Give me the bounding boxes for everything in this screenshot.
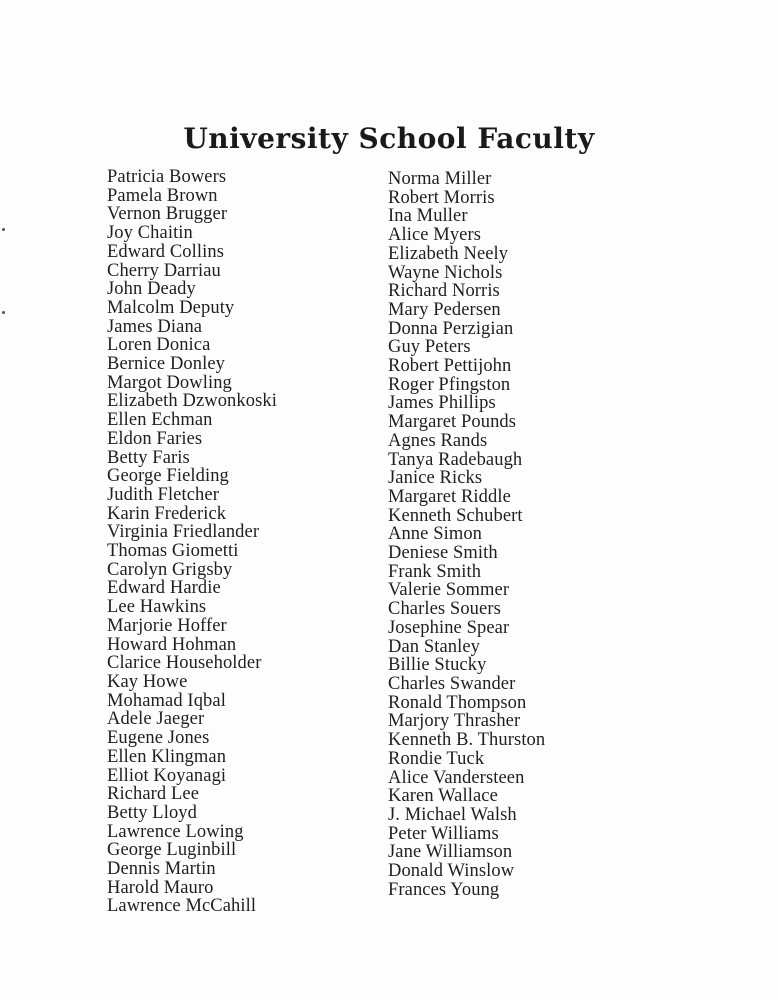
faculty-name: Thomas Giometti (107, 541, 239, 562)
faculty-name: J. Michael Walsh (388, 804, 517, 825)
faculty-name: Frank Smith (388, 561, 482, 582)
faculty-name: Agnes Rands (388, 430, 488, 451)
faculty-name: Alice Vandersteen (388, 767, 525, 788)
faculty-name: Josephine Spear (388, 617, 510, 638)
faculty-name: Guy Peters (388, 337, 471, 358)
faculty-name: Betty Faris (107, 447, 190, 468)
faculty-name: Lee Hawkins (107, 597, 207, 618)
page-title: University School Faculty (183, 122, 595, 155)
faculty-name: Adele Jaeger (107, 709, 205, 730)
faculty-name: Eldon Faries (107, 428, 203, 449)
faculty-name: Margot Dowling (107, 372, 232, 393)
faculty-name: James Diana (107, 316, 203, 337)
faculty-name: Alice Myers (388, 225, 482, 246)
faculty-name: Patricia Bowers (107, 167, 227, 187)
faculty-name: Vernon Brugger (107, 204, 228, 225)
faculty-name: Marjory Thrasher (388, 711, 521, 732)
faculty-name: Margaret Pounds (388, 412, 517, 433)
faculty-name: Jane Williamson (388, 842, 513, 863)
scan-speck (2, 228, 5, 231)
faculty-name: Valerie Sommer (388, 580, 510, 601)
faculty-name: Elizabeth Neely (388, 243, 509, 264)
faculty-name: Frances Young (388, 879, 500, 900)
faculty-name: Malcolm Deputy (107, 297, 235, 318)
faculty-name: Kenneth B. Thurston (388, 730, 546, 751)
faculty-name: Ellen Echman (107, 410, 213, 431)
faculty-name: Anne Simon (388, 524, 483, 545)
faculty-name: Ina Muller (388, 206, 468, 227)
scan-speck (2, 311, 5, 314)
faculty-name: Ellen Klingman (107, 746, 227, 767)
faculty-name: Clarice Householder (107, 653, 262, 674)
faculty-name: Judith Fletcher (107, 484, 219, 505)
faculty-name: Donna Perzigian (388, 318, 514, 339)
faculty-list-left (107, 168, 277, 916)
faculty-name: Charles Souers (388, 599, 501, 620)
faculty-name: Wayne Nichols (388, 262, 503, 283)
faculty-name: Dennis Martin (107, 859, 216, 880)
faculty-name: Roger Pfingston (388, 374, 511, 395)
faculty-name: Edward Collins (107, 241, 225, 262)
faculty-name: Bernice Donley (107, 354, 226, 375)
faculty-name: Ronald Thompson (388, 692, 527, 713)
faculty-name: Peter Williams (388, 823, 499, 844)
faculty-name: Howard Hohman (107, 634, 237, 655)
faculty-name: Kay Howe (107, 671, 188, 692)
faculty-name: Tanya Radebaugh (388, 449, 523, 470)
faculty-name: Janice Ricks (388, 468, 483, 489)
faculty-name: Mohamad Iqbal (107, 690, 226, 711)
faculty-name: Betty Lloyd (107, 802, 197, 823)
faculty-name: James Phillips (388, 393, 496, 414)
faculty-name: Mary Pedersen (388, 299, 501, 320)
faculty-name: Donald Winslow (388, 861, 515, 882)
faculty-name: Marjorie Hoffer (107, 615, 227, 636)
faculty-name: Kenneth Schubert (388, 505, 523, 526)
faculty-name: Virginia Friedlander (107, 522, 260, 543)
faculty-name: Margaret Riddle (388, 486, 511, 507)
faculty-name: Richard Lee (107, 784, 200, 805)
faculty-name: Robert Pettijohn (388, 356, 512, 377)
faculty-name: Eugene Jones (107, 728, 210, 749)
faculty-name: Edward Hardie (107, 578, 221, 599)
faculty-name: Deniese Smith (388, 543, 498, 564)
faculty-name: Lawrence McCahill (107, 896, 257, 917)
faculty-name: Norma Miller (388, 169, 492, 189)
faculty-name: Harold Mauro (107, 877, 214, 898)
faculty-name: Richard Norris (388, 281, 500, 302)
faculty-name: Elizabeth Dzwonkoski (107, 391, 277, 412)
faculty-name: Rondie Tuck (388, 748, 485, 769)
faculty-name: Dan Stanley (388, 636, 481, 657)
faculty-name: Loren Donica (107, 335, 211, 356)
faculty-name: Joy Chaitin (107, 223, 193, 244)
faculty-name: George Fielding (107, 466, 229, 487)
faculty-name: Billie Stucky (388, 655, 487, 676)
faculty-name: Elliot Koyanagi (107, 765, 227, 786)
faculty-name: Cherry Darriau (107, 260, 221, 281)
faculty-name: Lawrence Lowing (107, 821, 244, 842)
faculty-name: John Deady (107, 279, 196, 300)
faculty-name: George Luginbill (107, 840, 237, 861)
faculty-name: Robert Morris (388, 187, 495, 208)
faculty-name: Pamela Brown (107, 185, 218, 206)
faculty-name: Charles Swander (388, 673, 516, 694)
faculty-name: Karen Wallace (388, 786, 498, 807)
faculty-list-right (388, 170, 545, 899)
faculty-name: Karin Frederick (107, 503, 227, 524)
faculty-name: Carolyn Grigsby (107, 559, 233, 580)
